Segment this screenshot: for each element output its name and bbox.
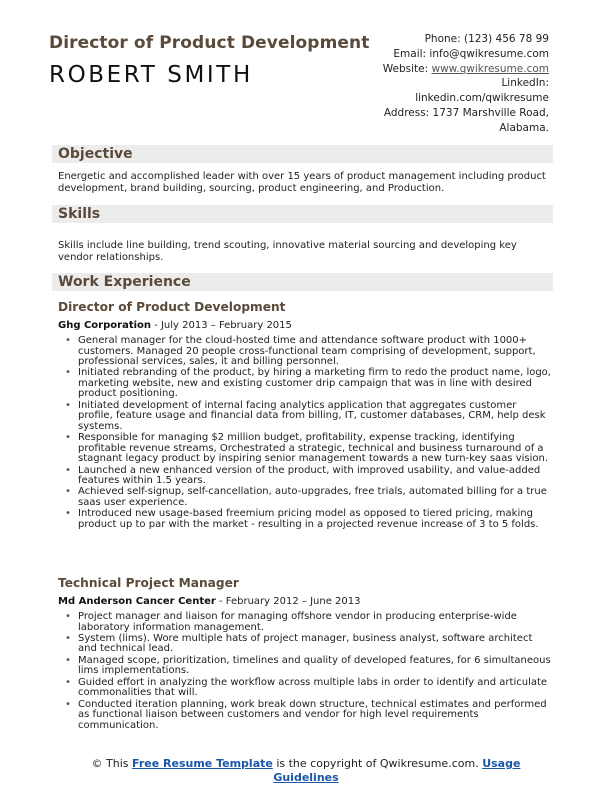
job-bullet: • Launched a new enhanced version of the product, with improved usability, and value-added features within 1.5 years. [62,466,552,487]
job-bullets [62,336,552,531]
address-line-1: Address: 1737 Marshville Road, [383,106,549,119]
email: Email: info@qwikresume.com [393,47,549,60]
job-bullet: • Responsible for managing $2 million budget, profitability, expense tracking, identifying profitable revenue streams, Orchestrated a strategic, technical and business turnaround of a stagnant legacy product by inspiring senior management towards a new turn-key saas vision. [62,433,552,465]
free-resume-template-link[interactable]: Free Resume Template [132,757,273,770]
job-dates: - February 2012 – June 2013 [215,596,361,607]
work-experience-heading: Work Experience [58,274,191,290]
job-dates: - July 2013 – February 2015 [151,320,292,331]
job-bullets [62,612,552,732]
copyright-footer [0,757,612,785]
job-role: Director of Product Development [58,300,286,314]
objective-section-header [52,145,553,163]
skills-section-header [52,205,553,223]
job-bullet: • Introduced new usage-based freemium pricing model as opposed to tiered pricing, making product up to par with the market - resulting in a projected revenue increase of 3 to 5 folds. [62,509,552,530]
linkedin-label: LinkedIn: [501,77,549,90]
company-name: Md Anderson Cancer Center [58,596,216,607]
objective-heading: Objective [58,146,133,162]
job-bullet: • Project manager and liaison for managing offshore vendor in producing enterprise-wide laboratory information management. [62,612,552,633]
job-bullet: • Managed scope, prioritization, timelines and quality of developed features, for 6 simultaneous lims implementations. [62,656,552,677]
website-link[interactable]: www.qwikresume.com [431,62,549,75]
job-bullet: • General manager for the cloud-hosted time and attendance software product with 1000+ customers. Managed 20 people cross-functional team comprising of development, support, professional services, sales, it and billing personnel. [62,336,552,368]
contact-block [383,32,549,136]
job-role: Technical Project Manager [58,576,239,590]
footer-middle: is the copyright of Qwikresume.com. [272,757,483,770]
skills-heading: Skills [58,206,101,222]
skills-text: Skills include line building, trend scouting, innovative material sourcing and developing key vendor relationships. [58,240,517,263]
objective-text: Energetic and accomplished leader with over 15 years of product management including product development, brand building, sourcing, product engineering, and Production. [58,171,546,194]
job-bullet: • Conducted iteration planning, work break down structure, technical estimates and performed as functional liaison between customers and vendor for high level requirements communication. [62,700,552,732]
job-company-line [58,596,360,607]
work-experience-section-header [52,273,553,291]
job-company-line [58,320,292,331]
phone: Phone: (123) 456 78 99 [424,33,549,45]
resume-header [0,0,612,135]
job-bullet: • Achieved self-signup, self-cancellation, auto-upgrades, free trials, automated billing for a true saas user experience. [62,487,552,508]
website-row [383,62,549,77]
website-label: Website: [382,62,429,75]
job-bullet: • Initiated development of internal facing analytics application that aggregates customer profile, feature usage and financial data from billing, IT, customer databases, CRM, help desk systems. [62,401,552,433]
job-title: Director of Product Development [49,33,370,53]
job-bullet: • Guided effort in analyzing the workflow across multiple labs in order to identify and articulate commonalities that will. [62,678,552,699]
usage-guidelines-link-cont[interactable]: Guidelines [273,771,339,784]
job-bullet: • System (lims). Wore multiple hats of project manager, business analyst, software architect and technical lead. [62,634,552,655]
footer-prefix: © This [91,757,133,770]
company-name: Ghg Corporation [58,320,152,331]
candidate-name: ROBERT SMITH [49,62,253,88]
linkedin-value: linkedin.com/qwikresume [415,92,549,105]
address-line-2: Alabama. [499,121,549,134]
job-bullet: • Initiated rebranding of the product, by hiring a marketing firm to redo the product name, logo, marketing website, new and existing customer drip campaign that was in line with desired product positioning. [62,368,552,400]
usage-guidelines-link[interactable]: Usage [482,757,521,770]
